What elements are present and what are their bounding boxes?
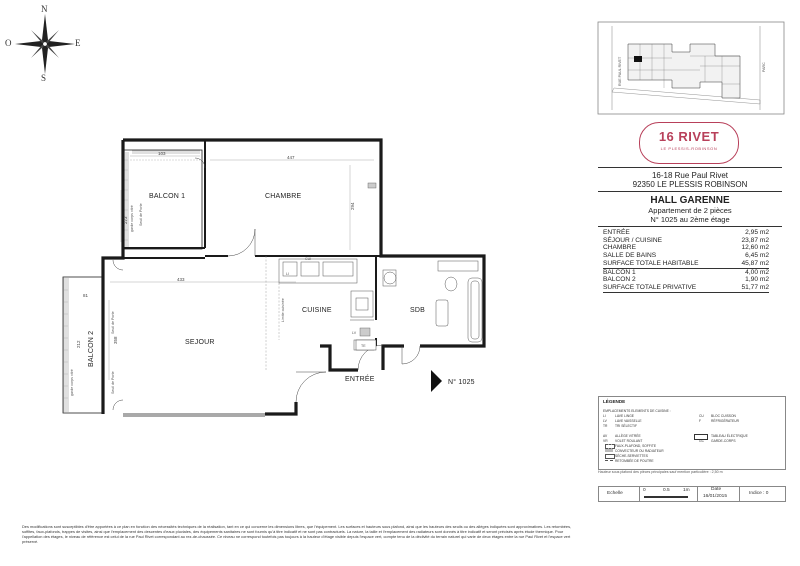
tag-seuil-2: Seuil de Porte [111, 311, 115, 334]
room-label-balcon-1: BALCON 1 [149, 193, 186, 200]
surface-label: SURFACE TOTALE PRIVATIVE [603, 284, 732, 292]
surface-table [603, 229, 769, 293]
room-label-chambre: CHAMBRE [265, 193, 302, 200]
surface-value: 1,90 m2 [745, 276, 769, 284]
dim-chambre-width: 447 [287, 155, 295, 160]
dim-sejour-height: 358 [113, 336, 118, 344]
tag-limite-cuisine: Limite cuisinée [281, 298, 285, 322]
legend-code: TR [603, 424, 608, 428]
date-cell [697, 487, 740, 501]
apartment-type: Appartement de 2 pièces [648, 206, 732, 215]
kitchen-fixtures [279, 259, 374, 350]
scale-tick: 1m [683, 488, 690, 493]
divider [598, 167, 782, 168]
divider [598, 226, 782, 227]
legend-code: CU [699, 414, 704, 418]
legend-item: VOLET ROULANT [615, 439, 643, 443]
legend-item: FAUX-PLAFOND, SOFFITE [615, 444, 657, 448]
ceiling-height-note: Hauteur sous plafond des pièces principales sauf mention particulière : 2,50 m [598, 470, 723, 474]
interior-walls [123, 140, 381, 346]
dim-balcon2-width: 81 [83, 293, 89, 298]
scale-label: Echelle [607, 491, 623, 496]
dim-chambre-height: 294 [350, 202, 355, 210]
surface-value: 51,77 m2 [732, 284, 769, 292]
legend-heading: EMPLACEMENTS ELEMENTS DE CUISINE : [603, 409, 671, 413]
tag-garde-corps-1: garde corps vitré [130, 205, 134, 232]
table-row [603, 229, 769, 237]
room-label-balcon-2: BALCON 2 [88, 330, 95, 367]
legend-item: BLOC CUISSON [711, 414, 736, 418]
table-row-total [603, 260, 769, 268]
fixture-code-te: TE [361, 344, 366, 348]
table-row [603, 244, 769, 252]
apartment-pointer-icon [431, 370, 442, 392]
scale-bar-segment [666, 496, 688, 498]
legend-title: LÉGENDE [603, 399, 626, 404]
scale-cell [599, 487, 640, 501]
legend-item: RÉFRIGÉRATEUR [711, 419, 739, 423]
legend-item: ALLÈGE VITRÉE [615, 434, 641, 438]
legend-code: AV [603, 434, 608, 438]
legend-code: LI [603, 414, 606, 418]
surface-value: 2,95 m2 [745, 229, 769, 236]
address-line-2: 92350 LE PLESSIS ROBINSON [632, 180, 748, 189]
surface-value: 12,60 m2 [741, 244, 769, 252]
legend-item: CONVECTEUR OU RADIATEUR [615, 449, 664, 453]
surface-value: 6,45 m2 [745, 252, 769, 260]
exterior-walls [103, 140, 484, 414]
legend-code: GC [699, 439, 704, 443]
electric-panel-icon [694, 434, 708, 440]
date-value: 16/01/2015 [703, 494, 728, 499]
room-label-sejour: SEJOUR [185, 339, 215, 346]
dim-balcon1-width: 103 [158, 151, 166, 156]
compass-e: E [75, 38, 81, 48]
apartment-heading [598, 195, 782, 224]
tag-garde-corps-2: garde corps vitré [70, 369, 74, 396]
project-logo [639, 122, 739, 164]
disclaimer-text: Des modifications sont susceptibles d'être apportées à ce plan en fonction des nécessités techniques de la réalisation, tant en ce qui concerne les dimensions libres, que l'équipement. Les surfaces et hauteurs sous plafond, ainsi que les hauteurs des seuils ou des allèges indiquées sont approximatives. Les retombées, soffites, faux-plafonds, trappes de visites, ainsi que l'emplacement des descentes d'eaux pluviales, des équipements sanitaires ne sont fournis qu'à titre indicatif et ne sont pas contractuels. La nature, la taille et l'emplacement des radiateurs sont donnés à titre indicatif et seront précisés après étude thermique. Pour l'appellation des étages, le niveau de référence est celui de la rue Paul Rivet correspondant au rez-de-chaussée. Ce niveau ne correspond toutefois pas toujours à la hauteur d'étage visible depuis l'espace vert, compte tenu de la déclivité du terrain naturel qui varie de deux étages entre la rue Paul Rivet et l'espace vert préservé. [22, 524, 572, 544]
compass-o: O [5, 38, 12, 48]
legend-item: TRI SÉLECTIF [615, 424, 637, 428]
scale-box [598, 486, 786, 502]
legend-item: GARDE-CORPS [711, 439, 736, 443]
surface-value: 45,87 m2 [732, 260, 769, 268]
table-row [603, 276, 769, 284]
compass-n: N [41, 4, 48, 14]
beam-icon [605, 460, 613, 461]
legend-code: F [699, 419, 702, 423]
room-label-cuisine: CUISINE [302, 307, 332, 314]
surface-value: 4,00 m2 [745, 268, 769, 276]
project-address [598, 171, 782, 189]
divider [598, 191, 782, 192]
radiator-icon [605, 449, 613, 452]
table-row [603, 268, 769, 276]
table-row [603, 252, 769, 260]
address-line-1: 16-18 Rue Paul Rivet [651, 171, 729, 180]
room-label-entree: ENTRÉE [345, 376, 375, 383]
legend-item: LAVE LINGE [615, 414, 634, 418]
surface-label: BALCON 2 [603, 276, 636, 284]
logo-sub-text: LE PLESSIS-ROBINSON [660, 146, 718, 151]
table-row [603, 237, 769, 245]
surface-label: CHAMBRE [603, 244, 636, 252]
compass-rose-icon [15, 14, 75, 74]
scale-tick: 0 [643, 488, 646, 493]
legend-item: SÈCHE-SERVIETTES [615, 454, 648, 458]
surface-label: SÉJOUR / CUISINE [603, 236, 662, 244]
dim-balcon2-height: 212 [76, 340, 81, 348]
tag-seuil-1: Seuil de Porte [139, 203, 143, 226]
surface-label: BALCON 1 [603, 268, 636, 276]
legend-item: TABLEAU ÉLECTRIQUE [711, 434, 748, 438]
legend-item: RETOMBÉE DE POUTRE [615, 459, 654, 463]
scale-tick: 0.5 [663, 488, 670, 493]
surface-label: SALLE DE BAINS [603, 252, 657, 260]
logo-main-text: 16 RIVET [658, 129, 720, 144]
dim-balcon1-height: 273 [123, 216, 128, 224]
site-key-plan [598, 22, 784, 114]
fixture-code-li: LI [286, 272, 289, 276]
towel-dryer-icon [605, 454, 615, 459]
surface-label: ENTRÉE [603, 229, 630, 236]
surface-label: SURFACE TOTALE HABITABLE [603, 260, 732, 268]
hall-title: HALL GARENNE [650, 195, 730, 206]
tag-seuil-3: Seuil de Porte [111, 371, 115, 394]
date-label: Date [711, 487, 722, 492]
table-row-total [603, 284, 769, 292]
apartment-number: N° 1025 au 2ème étage [650, 215, 730, 224]
site-parc-label: PARC [762, 62, 766, 72]
compass-s: S [41, 73, 47, 83]
index-value: Indice : 0 [749, 491, 769, 496]
dim-sejour-width: 433 [177, 277, 185, 282]
surface-value: 23,87 m2 [741, 236, 769, 244]
apartment-number-tag: N° 1025 [448, 379, 475, 386]
bathroom-fixtures [383, 261, 482, 342]
scale-bar [639, 487, 698, 501]
room-label-sdb: SDB [410, 307, 425, 314]
legend-code: LV [603, 419, 607, 423]
legend-code: VR [603, 439, 608, 443]
legend-box [598, 396, 786, 470]
fixture-code-lv: LV [352, 331, 357, 335]
legend-item: LAVE VAISSELLE [615, 419, 642, 423]
fixture-code-cui: CUI [305, 257, 312, 261]
site-street-label: RUE PAUL RIVET [618, 56, 622, 86]
